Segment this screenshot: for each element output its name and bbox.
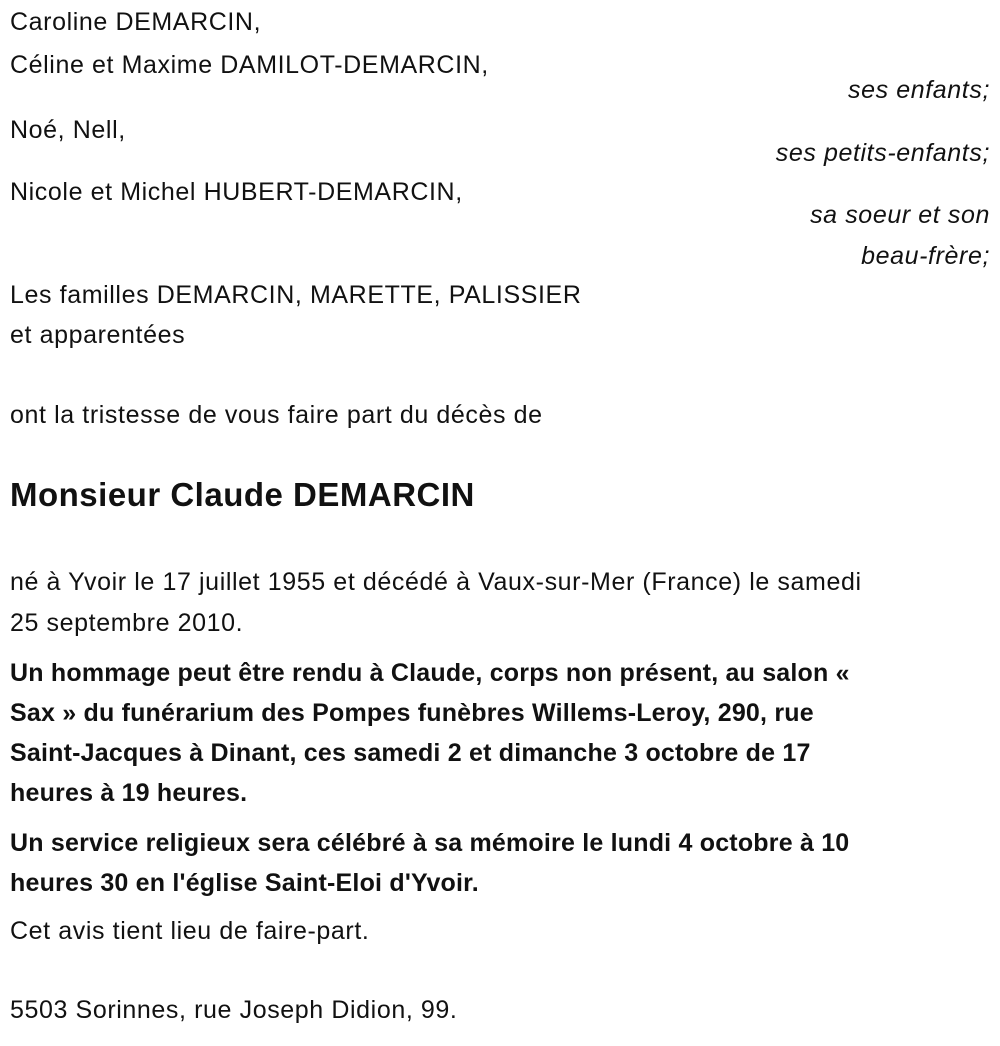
grandchildren-names: Noé, Nell, bbox=[10, 116, 126, 144]
service: heures 30 en l'église Saint-Eloi d'Yvoir. bbox=[10, 869, 479, 897]
birth-death: 25 septembre 2010. bbox=[10, 609, 244, 637]
tribute: Sax » du funérarium des Pompes funèbres Willems-Leroy, 290, rue bbox=[10, 699, 814, 727]
sibling-role: beau-frère; bbox=[861, 242, 990, 270]
announcement: ont la tristesse de vous faire part du décès de bbox=[10, 401, 543, 429]
address: 5503 Sorinnes, rue Joseph Didion, 99. bbox=[10, 996, 458, 1024]
tribute: Un hommage peut être rendu à Claude, corps non présent, au salon « bbox=[10, 659, 850, 687]
sibling-names: Nicole et Michel HUBERT-DEMARCIN, bbox=[10, 178, 463, 206]
service: Un service religieux sera célébré à sa mémoire le lundi 4 octobre à 10 bbox=[10, 829, 850, 857]
sibling-role: sa soeur et son bbox=[810, 201, 990, 229]
deceased-name: Monsieur Claude DEMARCIN bbox=[10, 476, 475, 513]
child-name: Céline et Maxime DAMILOT-DEMARCIN, bbox=[10, 51, 489, 79]
tribute: Saint-Jacques à Dinant, ces samedi 2 et dimanche 3 octobre de 17 bbox=[10, 739, 811, 767]
tribute: heures à 19 heures. bbox=[10, 779, 248, 807]
families: Les familles DEMARCIN, MARETTE, PALISSIER bbox=[10, 281, 582, 309]
child-name: Caroline DEMARCIN, bbox=[10, 8, 262, 36]
birth-death: né à Yvoir le 17 juillet 1955 et décédé à Vaux-sur-Mer (France) le samedi bbox=[10, 568, 862, 596]
grandchildren-role: ses petits-enfants; bbox=[775, 139, 990, 167]
families: et apparentées bbox=[10, 321, 186, 349]
notice: Cet avis tient lieu de faire-part. bbox=[10, 917, 370, 945]
children-role: ses enfants; bbox=[847, 76, 990, 104]
